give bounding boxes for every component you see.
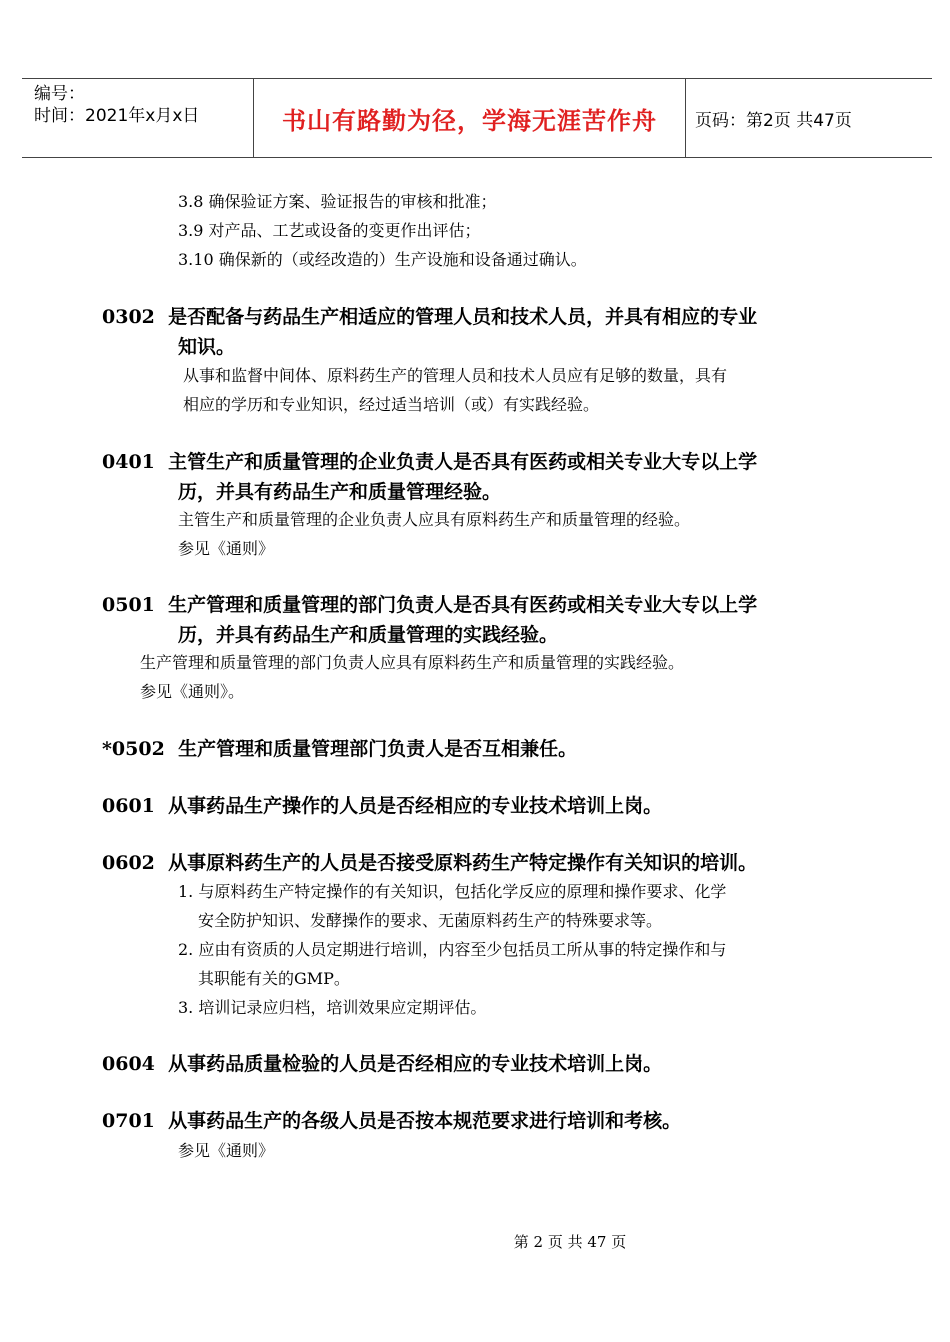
list-text: 培训记录应归档，培训效果应定期评估。 (198, 998, 487, 1017)
list-text: 应由有资质的人员定期进行培训，内容至少包括员工所从事的特定操作和与 (198, 940, 727, 959)
section-title: 从事药品质量检验的人员是否经相应的专业技术培训上岗。 (168, 1053, 663, 1075)
section-code: 0602 (102, 852, 155, 874)
section-0501-title-cont: 历，并具有药品生产和质量管理的实践经验。 (178, 624, 559, 646)
section-0302-title-cont: 知识。 (178, 336, 236, 358)
section-0401-title-cont: 历，并具有药品生产和质量管理经验。 (178, 481, 502, 503)
time-label: 时间：2021年x月x日 (34, 106, 200, 126)
section-0401-desc-1: 主管生产和质量管理的企业负责人应具有原料药生产和质量管理的经验。 (178, 510, 691, 529)
list-text: 与原料药生产特定操作的有关知识，包括化学反应的原理和操作要求、化学 (198, 882, 727, 901)
section-0302-desc-1: 从事和监督中间体、原料药生产的管理人员和技术人员应有足够的数量，具有 (183, 366, 728, 385)
list-item-3 (178, 998, 486, 1018)
section-code: 0401 (102, 451, 155, 473)
section-code: 0701 (102, 1110, 155, 1132)
list-item-2 (178, 940, 726, 960)
section-code: 0601 (102, 795, 155, 817)
section-title: 从事原料药生产的人员是否接受原料药生产特定操作有关知识的培训。 (168, 852, 758, 874)
document-header (22, 78, 932, 158)
list-item-2-cont: 其职能有关的GMP。 (198, 969, 350, 988)
section-0701-desc-1: 参见《通则》 (178, 1141, 275, 1160)
section-title: 是否配备与药品生产相适应的管理人员和技术人员，并具有相应的专业 (168, 306, 758, 328)
section-code: 0604 (102, 1053, 155, 1075)
section-code: 0501 (102, 594, 155, 616)
section-code: *0502 (102, 738, 165, 760)
header-page-cell (685, 79, 932, 157)
section-title: 从事药品生产的各级人员是否按本规范要求进行培训和考核。 (168, 1110, 682, 1132)
section-0501-desc-2: 参见《通则》。 (140, 682, 245, 701)
section-0701-title (102, 1109, 681, 1133)
list-item-1-cont: 安全防护知识、发酵操作的要求、无菌原料药生产的特殊要求等。 (198, 911, 663, 930)
section-code: 0302 (102, 306, 155, 328)
list-item-1 (178, 882, 726, 902)
number-label: 编号： (34, 84, 85, 104)
section-title: 从事药品生产操作的人员是否经相应的专业技术培训上岗。 (168, 795, 663, 817)
list-number: 2. (178, 940, 194, 959)
intro-line-1: 3.8 确保验证方案、验证报告的审核和批准； (178, 192, 497, 211)
section-title: 生产管理和质量管理的部门负责人是否具有医药或相关专业大专以上学 (168, 594, 758, 616)
intro-line-3: 3.10 确保新的（或经改造的）生产设施和设备通过确认。 (178, 250, 587, 269)
section-0501-desc-1: 生产管理和质量管理的部门负责人应具有原料药生产和质量管理的实践经验。 (140, 653, 685, 672)
header-motto-cell (253, 79, 686, 157)
section-0602-title (102, 851, 757, 875)
page-footer: 第 2 页 共 47 页 (513, 1233, 627, 1251)
section-0601-title (102, 794, 662, 818)
section-title: 主管生产和质量管理的企业负责人是否具有医药或相关专业大专以上学 (168, 451, 758, 473)
section-0502-title (102, 737, 577, 761)
section-0302-title (102, 305, 757, 329)
list-number: 1. (178, 882, 194, 901)
section-title: 生产管理和质量管理部门负责人是否互相兼任。 (178, 738, 578, 760)
list-number: 3. (178, 998, 194, 1017)
header-meta (22, 79, 252, 157)
page-label: 页码：第2页 共47页 (695, 110, 852, 131)
motto: 书山有路勤为径，学海无涯苦作舟 (282, 106, 657, 135)
section-0401-desc-2: 参见《通则》 (178, 539, 275, 558)
section-0501-title (102, 593, 757, 617)
section-0302-desc-2: 相应的学历和专业知识，经过适当培训（或）有实践经验。 (183, 395, 600, 414)
intro-line-2: 3.9 对产品、工艺或设备的变更作出评估； (178, 221, 481, 240)
section-0604-title (102, 1052, 662, 1076)
section-0401-title (102, 450, 757, 474)
